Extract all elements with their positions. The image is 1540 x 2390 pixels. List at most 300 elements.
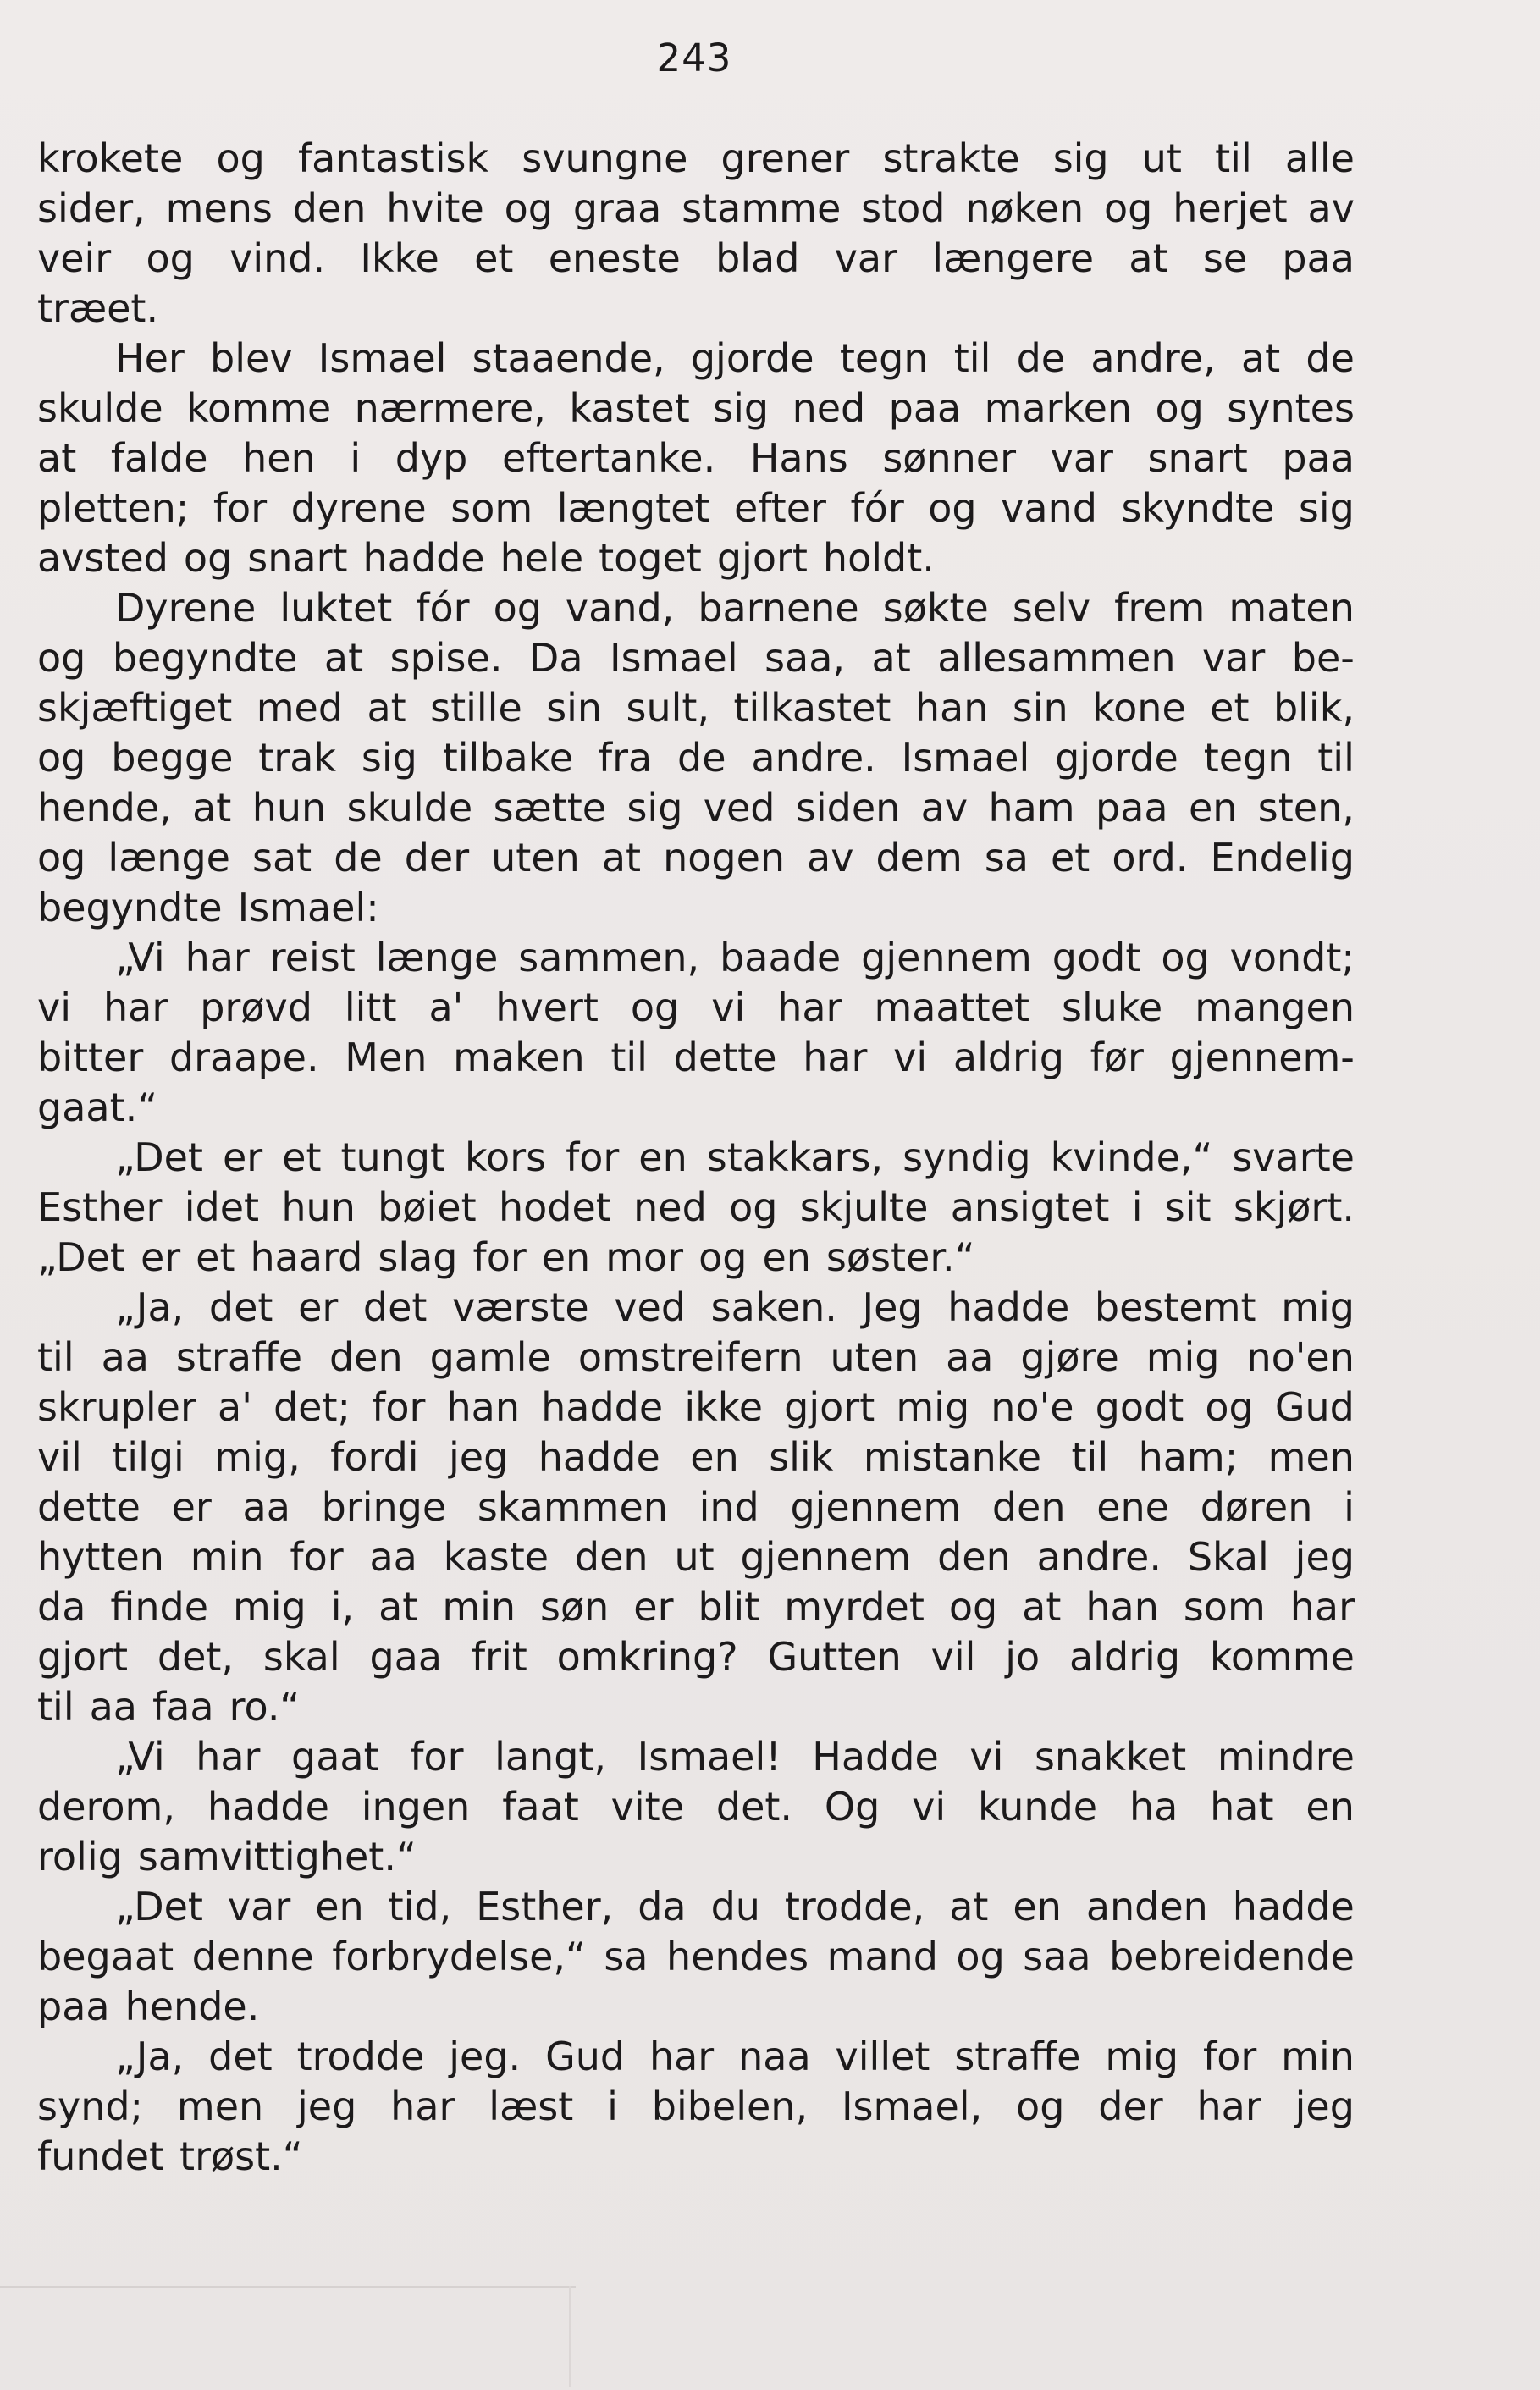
word: slik bbox=[769, 1434, 834, 1480]
text-line bbox=[37, 983, 1355, 1033]
text-line bbox=[37, 2032, 1355, 2082]
word: svungne bbox=[522, 135, 688, 181]
text-line bbox=[37, 284, 1355, 334]
word: vand, bbox=[565, 585, 675, 631]
word: aldrig bbox=[952, 1035, 1064, 1080]
word: nøken bbox=[965, 185, 1085, 231]
word: det; bbox=[273, 1384, 351, 1430]
word: bringe bbox=[321, 1484, 447, 1530]
text-line bbox=[37, 184, 1355, 234]
word: hadde bbox=[1232, 1884, 1355, 1929]
word: uten bbox=[830, 1334, 919, 1380]
word: gaa bbox=[369, 1634, 443, 1680]
word: en bbox=[1013, 1884, 1062, 1929]
word: paa bbox=[1282, 435, 1355, 481]
word: vand bbox=[1001, 485, 1097, 531]
word: marken bbox=[984, 385, 1133, 431]
word: trak bbox=[258, 735, 337, 781]
word: vil bbox=[930, 1634, 976, 1680]
word: den bbox=[991, 1484, 1066, 1530]
word: mindre bbox=[1217, 1734, 1355, 1780]
word: hun bbox=[251, 785, 327, 831]
word: med bbox=[256, 685, 344, 731]
word: sig bbox=[713, 385, 770, 431]
word: komme bbox=[1209, 1634, 1355, 1680]
page-number: 243 bbox=[656, 36, 732, 80]
word: ham; bbox=[1138, 1434, 1239, 1480]
word: sætte bbox=[493, 785, 607, 831]
word: dyrene bbox=[290, 485, 427, 531]
word: ingen bbox=[361, 1784, 471, 1830]
word: tegn bbox=[1203, 735, 1293, 781]
word: komme bbox=[186, 385, 332, 431]
word: har bbox=[102, 985, 168, 1030]
word: er bbox=[298, 1284, 339, 1330]
word: jeg bbox=[1294, 1534, 1355, 1580]
word: vi bbox=[969, 1734, 1004, 1780]
word: jeg bbox=[449, 1434, 509, 1480]
word: var bbox=[1201, 635, 1266, 681]
word: eftertanke. bbox=[501, 435, 716, 481]
word: Men bbox=[345, 1035, 428, 1080]
word: hat bbox=[1210, 1784, 1274, 1830]
word: kone bbox=[1092, 685, 1186, 731]
word: ned bbox=[633, 1184, 707, 1230]
word: en bbox=[1188, 785, 1238, 831]
word: mangen bbox=[1195, 985, 1355, 1030]
word: av bbox=[920, 785, 969, 831]
word: Gud bbox=[545, 2034, 626, 2079]
word: at bbox=[1129, 235, 1168, 281]
word: for bbox=[566, 1134, 620, 1180]
word: og bbox=[956, 1934, 1005, 1979]
word: gjennem- bbox=[1169, 1035, 1355, 1080]
word: vi bbox=[912, 1784, 947, 1830]
word: den bbox=[937, 1534, 1011, 1580]
text-line bbox=[37, 1183, 1355, 1233]
word: fundet bbox=[37, 2133, 165, 2179]
word: fór bbox=[850, 485, 904, 531]
word: finde bbox=[110, 1584, 208, 1630]
word: frem bbox=[1114, 585, 1206, 631]
word: prøvd bbox=[200, 985, 312, 1030]
word: min bbox=[190, 1534, 264, 1580]
word: et bbox=[474, 235, 514, 281]
text-line bbox=[37, 384, 1355, 433]
word: og bbox=[630, 985, 680, 1030]
word: dette bbox=[37, 1484, 141, 1530]
word: luktet bbox=[279, 585, 393, 631]
word: var bbox=[227, 1884, 291, 1929]
word: trøst.“ bbox=[179, 2133, 303, 2179]
word: kaste bbox=[443, 1534, 549, 1580]
page-edge-mark bbox=[569, 2286, 571, 2387]
word: gjennem bbox=[740, 1534, 912, 1580]
word: straffe bbox=[175, 1334, 303, 1380]
text-line bbox=[37, 1582, 1355, 1632]
word: slag bbox=[378, 1234, 458, 1280]
word: er bbox=[222, 1134, 263, 1180]
word: Her bbox=[115, 335, 185, 381]
word: paa bbox=[37, 1984, 110, 2029]
word: og bbox=[37, 735, 86, 781]
word: den bbox=[328, 1334, 403, 1380]
word: saa bbox=[1023, 1934, 1091, 1979]
text-line bbox=[37, 583, 1355, 633]
word: dette bbox=[673, 1035, 777, 1080]
word: faa bbox=[152, 1684, 214, 1730]
word: godt bbox=[1095, 1384, 1184, 1430]
text-line bbox=[37, 2132, 1355, 2182]
text-line bbox=[37, 1782, 1355, 1832]
word: Ismael bbox=[317, 335, 447, 381]
word: aa bbox=[369, 1534, 417, 1580]
word: ene bbox=[1096, 1484, 1169, 1530]
word: aa bbox=[946, 1334, 994, 1380]
word: den bbox=[292, 185, 367, 231]
word: jeg bbox=[297, 2084, 357, 2129]
word: graa bbox=[572, 185, 662, 231]
word: kunde bbox=[978, 1784, 1098, 1830]
word: gjort bbox=[37, 1634, 129, 1680]
word: er bbox=[140, 1234, 181, 1280]
word: en bbox=[762, 1234, 811, 1280]
word: trodde, bbox=[784, 1884, 925, 1929]
word: toget bbox=[599, 535, 702, 581]
text-line bbox=[37, 1482, 1355, 1532]
word: bebreidende bbox=[1109, 1934, 1355, 1979]
word: skulde bbox=[37, 385, 163, 431]
word: og bbox=[493, 585, 542, 631]
word: Skal bbox=[1187, 1534, 1269, 1580]
text-line bbox=[37, 1982, 1355, 2032]
text-line bbox=[37, 1682, 1355, 1732]
word: at bbox=[367, 685, 406, 731]
word: mor bbox=[605, 1234, 684, 1280]
word: sluke bbox=[1062, 985, 1163, 1030]
word: rolig bbox=[37, 1834, 123, 1879]
word: søster.“ bbox=[825, 1234, 975, 1280]
word: der bbox=[404, 835, 470, 880]
word: og bbox=[729, 1184, 778, 1230]
word: har bbox=[1289, 1584, 1355, 1630]
word: dyp bbox=[395, 435, 468, 481]
word: herjet bbox=[1173, 185, 1288, 231]
word: faat bbox=[502, 1784, 579, 1830]
word: sa bbox=[984, 835, 1029, 880]
word: siden bbox=[795, 785, 901, 831]
word: da bbox=[37, 1584, 86, 1630]
word: tungt bbox=[340, 1134, 446, 1180]
word: Ismael bbox=[610, 635, 738, 681]
word: mig, bbox=[214, 1434, 301, 1480]
word: a' bbox=[428, 985, 464, 1030]
word: at bbox=[192, 785, 232, 831]
word: en bbox=[541, 1234, 591, 1280]
word: efter bbox=[734, 485, 826, 531]
word: sig bbox=[361, 735, 417, 781]
word: Og bbox=[824, 1784, 880, 1830]
word: han bbox=[446, 1384, 521, 1430]
word: eneste bbox=[548, 235, 681, 281]
text-line bbox=[37, 1532, 1355, 1582]
word: sig bbox=[1298, 485, 1355, 531]
word: og bbox=[216, 135, 265, 181]
word: andre, bbox=[1090, 335, 1216, 381]
word: hun bbox=[281, 1184, 356, 1230]
text-line bbox=[37, 1133, 1355, 1183]
word: „Det bbox=[37, 1234, 125, 1280]
word: begyndte bbox=[37, 885, 223, 930]
word: villet bbox=[835, 2034, 930, 2079]
word: vi bbox=[37, 985, 72, 1030]
word: i bbox=[607, 2084, 618, 2129]
word: at bbox=[37, 435, 77, 481]
word: før bbox=[1090, 1035, 1144, 1080]
word: gjorde bbox=[1055, 735, 1178, 781]
word: andre. bbox=[751, 735, 876, 781]
word: sit bbox=[1164, 1184, 1212, 1230]
word: Ismael bbox=[901, 735, 1030, 781]
word: hen bbox=[242, 435, 316, 481]
word: hytten bbox=[37, 1534, 164, 1580]
word: for bbox=[290, 1534, 344, 1580]
word: begyndte bbox=[112, 635, 298, 681]
word: syndig bbox=[902, 1134, 1031, 1180]
word: Hadde bbox=[812, 1734, 939, 1780]
word: bitter bbox=[37, 1035, 144, 1080]
word: vi bbox=[711, 985, 746, 1030]
word: og bbox=[948, 1584, 998, 1630]
word: maten bbox=[1228, 585, 1355, 631]
word: Da bbox=[528, 635, 583, 681]
word: at bbox=[323, 635, 364, 681]
text-line bbox=[37, 1083, 1355, 1133]
word: hadde bbox=[362, 535, 485, 581]
word: skrupler bbox=[37, 1384, 196, 1430]
word: mig bbox=[1281, 1284, 1355, 1330]
word: nogen bbox=[663, 835, 786, 880]
word: kvinde,“ bbox=[1050, 1134, 1213, 1180]
word: ansigtet bbox=[950, 1184, 1110, 1230]
word: døren bbox=[1200, 1484, 1313, 1530]
text-line bbox=[37, 783, 1355, 833]
word: ved bbox=[703, 785, 776, 831]
word: længere bbox=[932, 235, 1095, 281]
word: hodet bbox=[498, 1184, 611, 1230]
word: begge bbox=[111, 735, 234, 781]
word: og bbox=[1104, 185, 1153, 231]
word: frit bbox=[471, 1634, 527, 1680]
word: av bbox=[807, 835, 854, 880]
word: til bbox=[37, 1684, 75, 1730]
word: længtet bbox=[556, 485, 710, 531]
word: de bbox=[1305, 335, 1355, 381]
word: til bbox=[37, 1334, 75, 1380]
word: fordi bbox=[330, 1434, 419, 1480]
word: i bbox=[350, 435, 362, 481]
word: a' bbox=[218, 1384, 252, 1430]
text-line bbox=[37, 1632, 1355, 1682]
word: ikke bbox=[684, 1384, 764, 1430]
word: længe bbox=[108, 835, 230, 880]
word: der bbox=[1098, 2084, 1163, 2129]
word: gjort bbox=[716, 535, 808, 581]
word: min bbox=[1281, 2034, 1355, 2079]
word: mig bbox=[1105, 2034, 1179, 2079]
word: har bbox=[777, 985, 842, 1030]
word: og bbox=[146, 235, 195, 281]
word: kastet bbox=[569, 385, 690, 431]
word: aldrig bbox=[1068, 1634, 1181, 1680]
word: mens bbox=[165, 185, 273, 231]
word: „Det bbox=[115, 1134, 203, 1180]
word: ut bbox=[1141, 135, 1182, 181]
word: selv bbox=[1012, 585, 1091, 631]
word: litt bbox=[344, 985, 397, 1030]
word: skulde bbox=[346, 785, 473, 831]
word: min bbox=[442, 1584, 516, 1630]
word: en bbox=[1305, 1784, 1355, 1830]
word: det, bbox=[157, 1634, 235, 1680]
word: „Ja, bbox=[115, 1284, 185, 1330]
word: træet. bbox=[37, 285, 159, 331]
word: reist bbox=[269, 935, 356, 980]
word: vind. bbox=[229, 235, 326, 281]
word: skjulte bbox=[799, 1184, 929, 1230]
word: har bbox=[185, 935, 250, 980]
word: men bbox=[1267, 1434, 1355, 1480]
word: som bbox=[450, 485, 533, 531]
word: Ikke bbox=[360, 235, 439, 281]
text-line bbox=[37, 1882, 1355, 1932]
word: og bbox=[37, 635, 86, 681]
word: blit bbox=[698, 1584, 760, 1630]
word: ind bbox=[698, 1484, 759, 1530]
word: skjæftiget bbox=[37, 685, 233, 731]
word: sønner bbox=[882, 435, 1016, 481]
text-line bbox=[37, 1832, 1355, 1882]
word: samvittighet.“ bbox=[137, 1834, 417, 1879]
word: tid, bbox=[388, 1884, 452, 1929]
text-line bbox=[37, 683, 1355, 733]
word: hadde bbox=[207, 1784, 329, 1830]
text-line bbox=[37, 2082, 1355, 2132]
word: naa bbox=[738, 2034, 811, 2079]
word: Hans bbox=[749, 435, 848, 481]
word: omkring? bbox=[556, 1634, 738, 1680]
word: ha bbox=[1129, 1784, 1178, 1830]
word: trodde bbox=[296, 2034, 425, 2079]
word: i bbox=[1131, 1184, 1143, 1230]
word: hende. bbox=[124, 1984, 260, 2029]
word: for bbox=[372, 1384, 426, 1430]
word: et bbox=[1210, 685, 1250, 731]
word: længe bbox=[375, 935, 499, 980]
word: gjennem bbox=[790, 1484, 962, 1530]
word: avsted bbox=[37, 535, 168, 581]
text-line bbox=[37, 1732, 1355, 1782]
text-line bbox=[37, 334, 1355, 384]
word: uten bbox=[491, 835, 580, 880]
word: det. bbox=[715, 1784, 793, 1830]
word: ut bbox=[674, 1534, 715, 1580]
word: forbrydelse,“ bbox=[332, 1934, 586, 1979]
word: holdt. bbox=[822, 535, 935, 581]
word: en bbox=[690, 1434, 739, 1480]
word: gaat.“ bbox=[37, 1085, 158, 1130]
word: er bbox=[171, 1484, 212, 1530]
word: at bbox=[601, 835, 642, 880]
word: har bbox=[1196, 2084, 1261, 2129]
text-line bbox=[37, 1033, 1355, 1083]
word: tilgi bbox=[112, 1434, 185, 1480]
word: Endelig bbox=[1210, 835, 1355, 880]
word: sult, bbox=[626, 685, 710, 731]
word: dem bbox=[875, 835, 963, 880]
word: søn bbox=[540, 1584, 610, 1630]
word: de bbox=[677, 735, 726, 781]
word: søkte bbox=[882, 585, 989, 631]
word: no'e bbox=[991, 1384, 1074, 1430]
word: hvite bbox=[386, 185, 484, 231]
word: har bbox=[803, 1035, 868, 1080]
word: har bbox=[390, 2084, 455, 2129]
word: Dyrene bbox=[115, 585, 257, 631]
word: vi bbox=[893, 1035, 928, 1080]
word: stod bbox=[861, 185, 946, 231]
word: langt, bbox=[494, 1734, 607, 1780]
word: stakkars, bbox=[706, 1134, 884, 1180]
word: for bbox=[472, 1234, 527, 1280]
word: haard bbox=[250, 1234, 363, 1280]
word: skjørt. bbox=[1233, 1184, 1355, 1230]
word: be- bbox=[1291, 635, 1355, 681]
text-line bbox=[37, 1932, 1355, 1982]
word: alle bbox=[1284, 135, 1355, 181]
word: det bbox=[208, 1284, 273, 1330]
word: maken bbox=[453, 1035, 585, 1080]
word: en bbox=[315, 1884, 364, 1929]
word: Gud bbox=[1274, 1384, 1355, 1430]
text-line bbox=[37, 1233, 1355, 1283]
word: i bbox=[1344, 1484, 1355, 1530]
word: fantastisk bbox=[297, 135, 489, 181]
word: straffe bbox=[954, 2034, 1081, 2079]
word: mand bbox=[826, 1934, 938, 1979]
word: det bbox=[208, 2034, 273, 2079]
text-line bbox=[37, 1333, 1355, 1383]
word: et bbox=[282, 1134, 322, 1180]
word: kors bbox=[465, 1134, 547, 1180]
text-line bbox=[37, 833, 1355, 883]
text-line bbox=[37, 633, 1355, 683]
word: hadde bbox=[541, 1384, 664, 1430]
word: du bbox=[710, 1884, 760, 1929]
word: ved bbox=[614, 1284, 687, 1330]
word: svarte bbox=[1232, 1134, 1355, 1180]
word: snart bbox=[1147, 435, 1248, 481]
word: paa bbox=[1282, 235, 1355, 281]
word: ord. bbox=[1112, 835, 1189, 880]
body-text bbox=[37, 134, 1355, 2182]
word: blev bbox=[210, 335, 293, 381]
word: syntes bbox=[1227, 385, 1355, 431]
word: er bbox=[633, 1584, 674, 1630]
word: spise. bbox=[389, 635, 503, 681]
word: til bbox=[1215, 135, 1252, 181]
word: tegn bbox=[839, 335, 929, 381]
